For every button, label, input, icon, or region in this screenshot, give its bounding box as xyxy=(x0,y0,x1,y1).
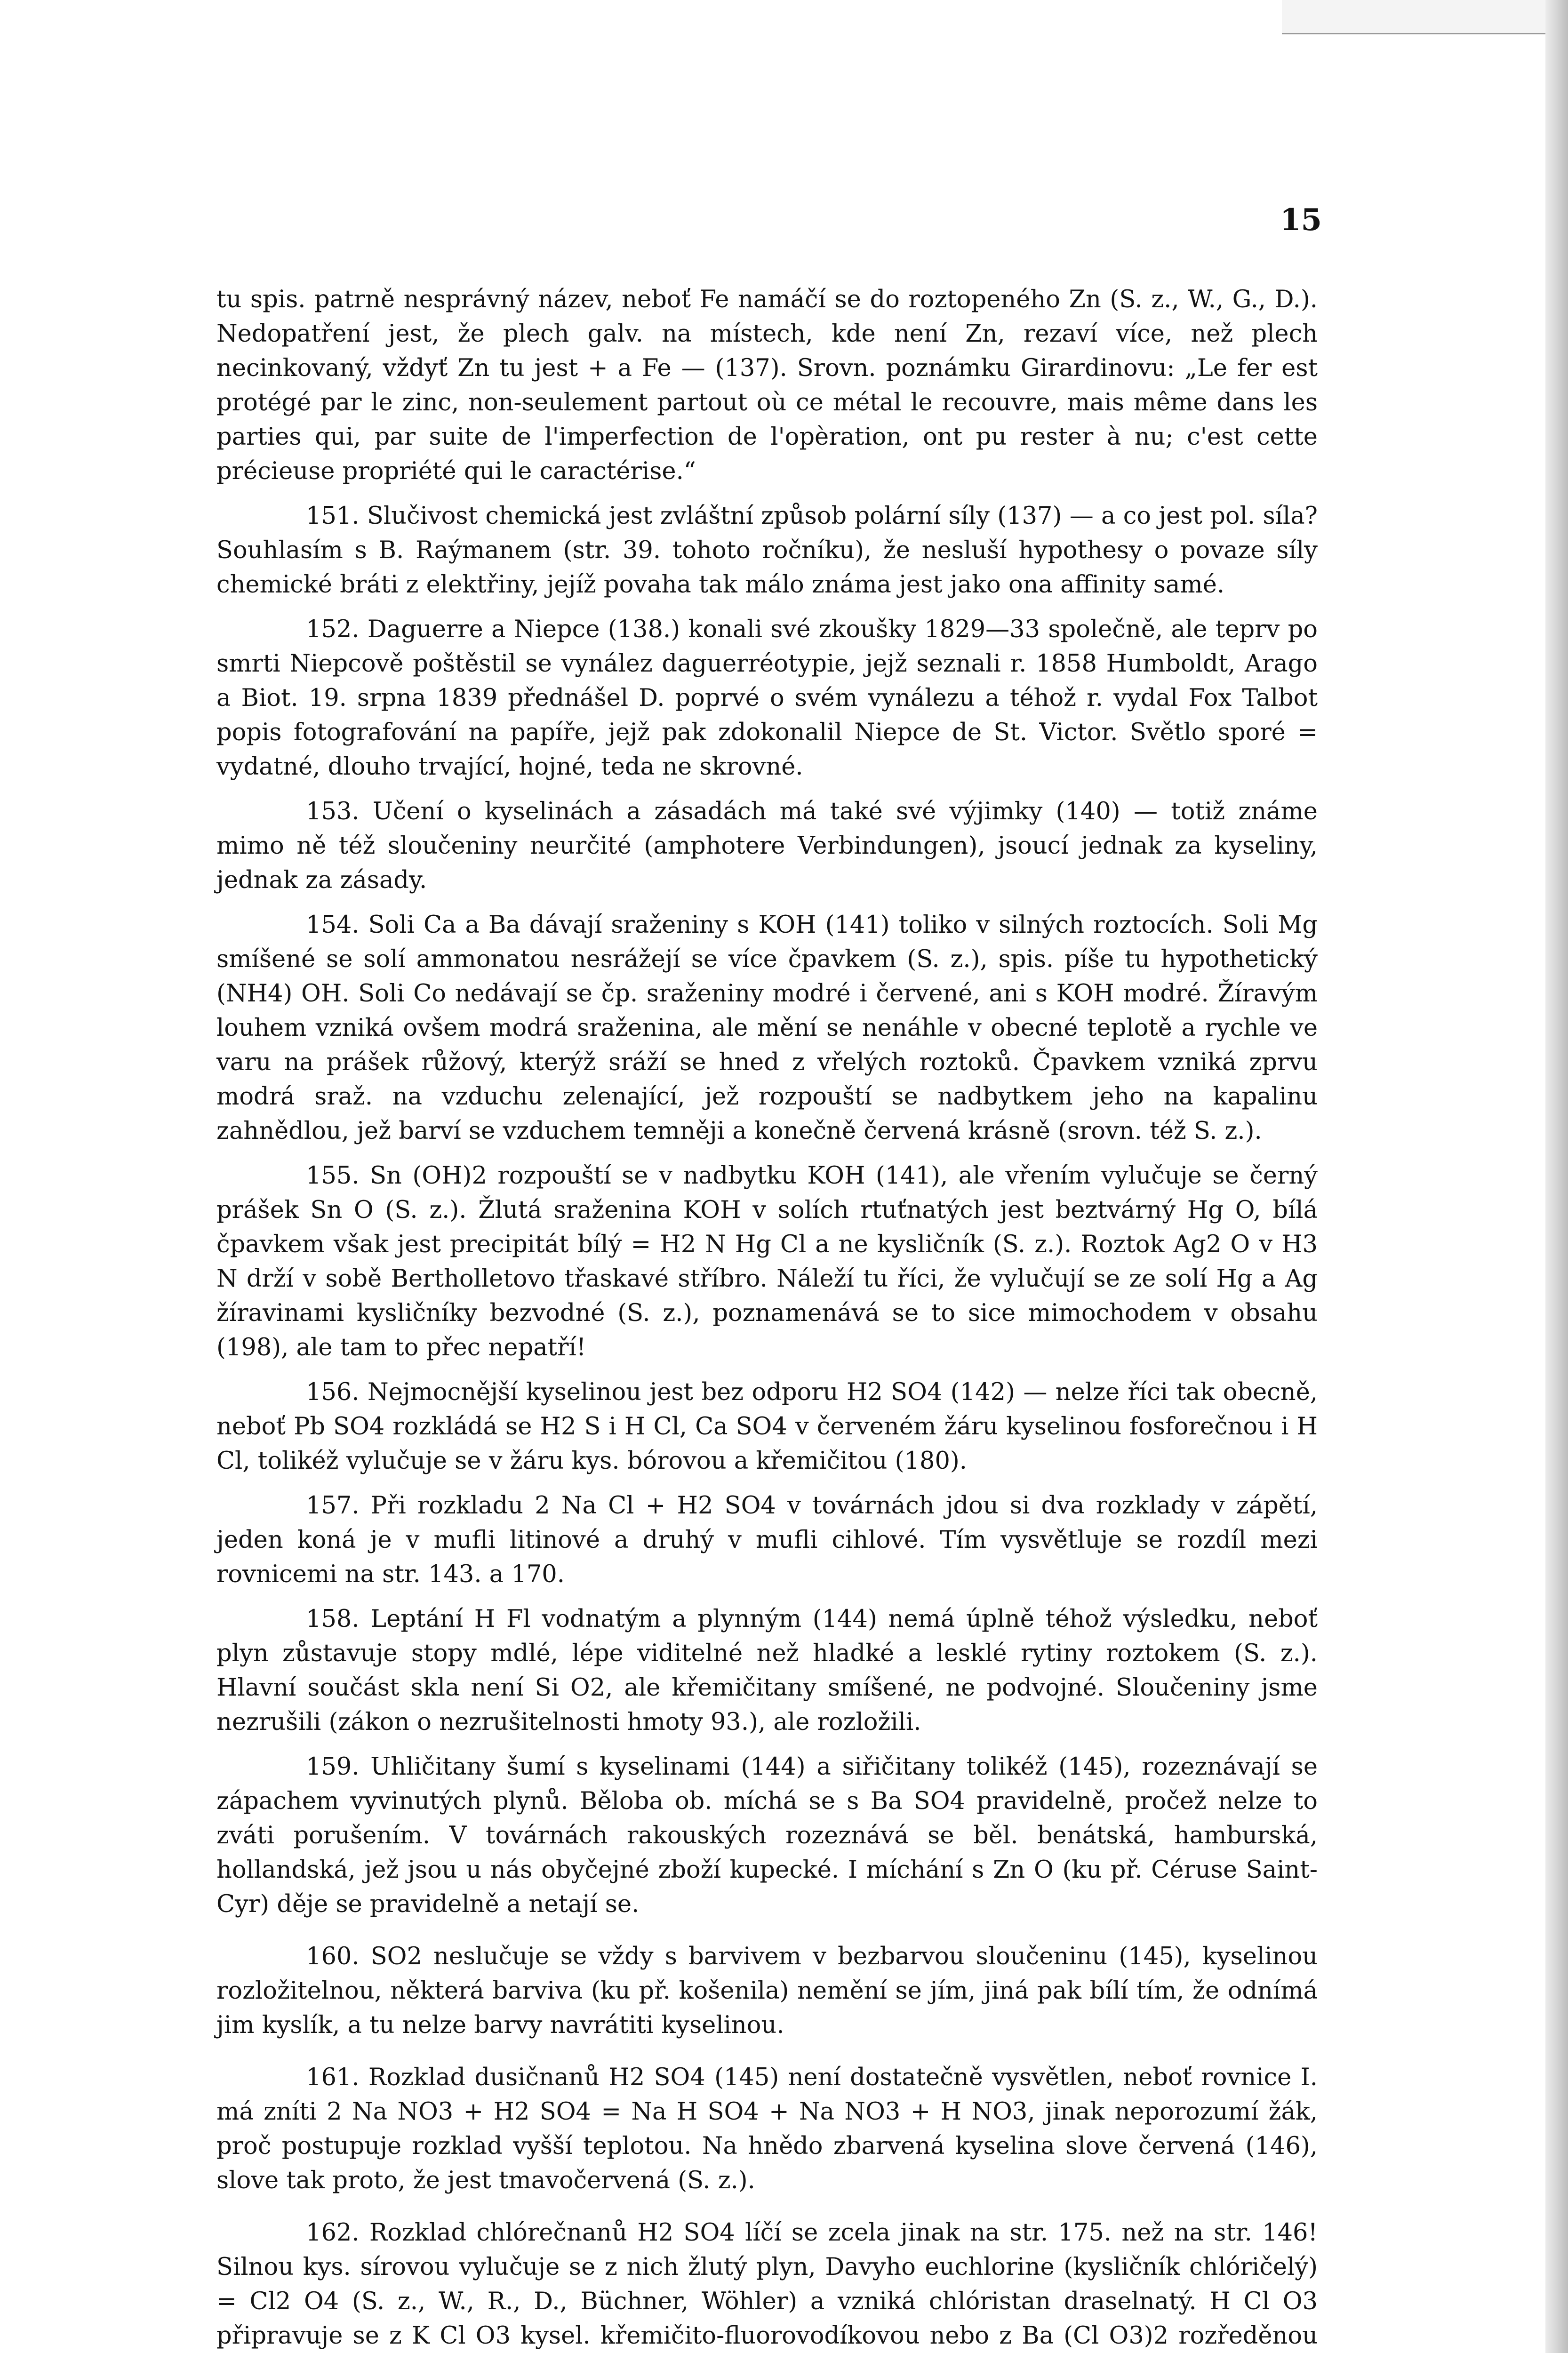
paragraph-159: 159. Uhličitany šumí s kyselinami (144) a siřičitany tolikéž (145), rozeznávají se zápachem vyvinutých plynů. Běloba ob. míchá se s Ba SO4 pravidelně, pročež nelze to zváti porušením. V továrnách rakouských rozeznává se běl. benátská, hamburská, hollandská, jež jsou u nás obyčejné zboží kupecké. I míchání s Zn O (ku př. Céruse Saint-Cyr) děje se pravidelně a netají se. xyxy=(216,1753,1318,1918)
paragraph-157: 157. Při rozkladu 2 Na Cl + H2 SO4 v továrnách jdou si dva rozklady v zápětí, jeden koná je v mufli litinové a druhý v mufli cihlové. Tím vysvětluje se rozdíl mezi rovnicemi na str. 143. a 170. xyxy=(216,1492,1318,1588)
paragraph-158: 158. Leptání H Fl vodnatým a plynným (144) nemá úplně téhož výsledku, neboť plyn zůstavuje stopy mdlé, lépe viditelné než hladké a lesklé rytiny roztokem (S. z.). Hlavní součást skla není Si O2, ale křemičitany smíšené, ne podvojné. Sloučeniny jsme nezrušili (zákon o nezrušitelnosti hmoty 93.), ale rozložili. xyxy=(216,1605,1318,1736)
paragraph-156: 156. Nejmocnější kyselinou jest bez odporu H2 SO4 (142) — nelze říci tak obecně, neboť Pb SO4 rozkládá se H2 S i H Cl, Ca SO4 v červeném žáru kyselinou fosforečnou i H Cl, tolikéž vylučuje se v žáru kys. bórovou a křemičitou (180). xyxy=(216,1378,1318,1475)
paragraph-153: 153. Učení o kyselinách a zásadách má také své výjimky (140) — totiž známe mimo ně též sloučeniny neurčité (amphotere Verbindungen), jsoucí jednak za kyseliny, jednak za zásady. xyxy=(216,798,1318,894)
paragraph-155: 155. Sn (OH)2 rozpouští se v nadbytku KOH (141), ale vřením vylučuje se černý prášek Sn O (S. z.). Žlutá sraženina KOH v solích rtuťnatých jest beztvárný Hg O, bílá čpavkem však jest precipitát bílý = H2 N Hg Cl a ne kysličník (S. z.). Roztok Ag2 O v H3 N drží v sobě Bertholletovo třaskavé stříbro. Náleží tu říci, že vylučují se ze solí Hg a Ag žíravinami kysličníky bezvodné (S. z.), poznamenává se to sice mimochodem v obsahu (198), ale tam to přec nepatří! xyxy=(216,1162,1318,1361)
paragraph-continuation: tu spis. patrně nesprávný název, neboť Fe namáčí se do roztopeného Zn (S. z., W., G., D.). Nedopatření jest, že plech galv. na místech, kde není Zn, rezaví více, než plech necinkovaný, vždyť Zn tu jest + a Fe — (137). Srovn. poznámku Girardinovu: „Le fer est protégé par le zinc, non-seulement partout où ce métal le recouvre, mais même dans les parties qui, par suite de l'imperfection de l'opèration, ont pu rester à nu; c'est cette précieuse propriété qui le caractérise.“ xyxy=(216,286,1318,485)
paragraph-160: 160. SO2 neslučuje se vždy s barvivem v bezbarvou sloučeninu (145), kyselinou rozložitelnou, některá barviva (ku př. košenila) nemění se jím, jiná pak bílí tím, že odnímá jim kyslík, a tu nelze barvy navrátiti kyselinou. xyxy=(216,1943,1318,2039)
paragraph-154: 154. Soli Ca a Ba dávají sraženiny s KOH (141) toliko v silných roztocích. Soli Mg smíšené se solí ammonatou nesrážejí se více čpavkem (S. z.), spis. píše tu hypothetický (NH4) OH. Soli Co nedávají se čp. sraženiny modré i červené, ani s KOH modré. Žíravým louhem vzniká ovšem modrá sraženina, ale mění se nenáhle v obecné teplotě a rychle ve varu na prášek růžový, kterýž sráží se hned z vřelých roztoků. Čpavkem vzniká zprvu modrá sraž. na vzduchu zelenající, jež rozpouští se nadbytkem jeho na kapalinu zahnědlou, jež barví se vzduchem temněji a konečně červená krásně (srovn. též S. z.). xyxy=(216,911,1318,1145)
paragraph-162: 162. Rozklad chlórečnanů H2 SO4 líčí se zcela jinak na str. 175. než na str. 146! Silnou kys. sírovou vylučuje se z nich žlutý plyn, Davyho euchlorine (kysličník chlóričelý) = Cl2 O4 (S. z., W., R., D., Büchner, Wöhler) a vzniká chlóristan draselnatý. H Cl O3 připravuje se z K Cl O3 kysel. křemičito-fluorovodíkovou nebo z Ba (Cl O3)2 rozředěnou xyxy=(216,2219,1318,2350)
paragraph-151: 151. Slučivost chemická jest zvláštní způsob polární síly (137) — a co jest pol. síla? Souhlasím s B. Raýmanem (str. 39. tohoto ročníku), že nesluší hypothesy o povaze síly chemické bráti z elektřiny, jejíž povaha tak málo známa jest jako ona affinity samé. xyxy=(216,502,1318,599)
paragraph-152: 152. Daguerre a Niepce (138.) konali své zkoušky 1829—33 společně, ale teprv po smrti Niepcově poštěstil se vynález daguerréotypie, jejž seznali r. 1858 Humboldt, Arago a Biot. 19. srpna 1839 přednášel D. poprvé o svém vynálezu a téhož r. vydal Fox Talbot popis fotografování na papíře, jejž pak zdokonalil Niepce de St. Victor. Světlo sporé = vydatné, dlouho trvající, hojné, teda ne skrovné. xyxy=(216,616,1318,781)
page-edge xyxy=(1545,0,1568,2353)
page-edge-top xyxy=(1282,0,1545,34)
page-number: 15 xyxy=(1280,202,1322,238)
paragraph-161: 161. Rozklad dusičnanů H2 SO4 (145) není dostatečně vysvětlen, neboť rovnice I. má zníti 2 Na NO3 + H2 SO4 = Na H SO4 + Na NO3 + H NO3, jinak neporozumí žák, proč postupuje rozklad vyšší teplotou. Na hnědo zbarvená kyselina slove červená (146), slove tak proto, že jest tmavočervená (S. z.). xyxy=(216,2064,1318,2194)
body-text xyxy=(216,282,1318,2353)
